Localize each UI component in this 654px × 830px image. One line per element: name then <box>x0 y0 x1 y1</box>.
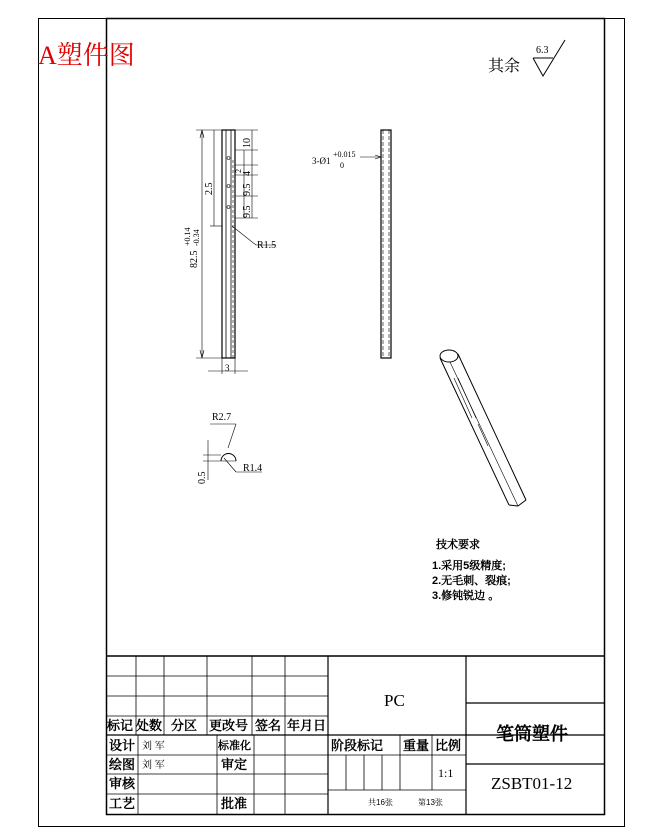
label-huitu: 绘图 <box>109 757 136 772</box>
roughness-symbol <box>488 40 565 76</box>
material: PC <box>384 691 405 710</box>
hole-label: 3-Ø1 <box>312 156 331 166</box>
dim-10: 10 <box>242 138 253 148</box>
drafter-name: 刘 军 <box>142 760 165 771</box>
dim-total-tol-upper: +0.14 <box>183 227 192 246</box>
tech-heading: 技术要求 <box>436 539 480 551</box>
isometric-view <box>440 350 526 506</box>
dim-total: 82.5 <box>189 250 200 268</box>
label-chushu: 处数 <box>136 718 163 733</box>
front-view <box>196 130 276 374</box>
dim-width-3: 3 <box>225 363 230 373</box>
roughness-value: 6.3 <box>536 45 549 56</box>
label-shending: 审定 <box>221 757 248 772</box>
tech-item-2: 2.无毛刺、裂痕; <box>432 575 511 587</box>
designer-name: 刘 军 <box>142 741 165 752</box>
tech-item-1: 1.采用5级精度; <box>432 560 506 572</box>
roughness-label: 其余 <box>488 58 521 75</box>
dim-total-tol-lower: -0.34 <box>192 229 201 246</box>
sheet-title: A塑件图 <box>38 41 135 70</box>
label-zhongliang: 重量 <box>403 738 430 753</box>
drawing-number: ZSBT01-12 <box>491 774 573 793</box>
label-fenqu: 分区 <box>171 718 198 733</box>
label-gongyi: 工艺 <box>109 796 136 811</box>
label-qianming: 签名 <box>255 718 282 733</box>
sheets-total: 共16张 <box>368 798 393 807</box>
dim-2: 2 <box>234 169 243 173</box>
dim-4: 4 <box>242 171 253 176</box>
dim-9-5-a: 9.5 <box>242 183 253 196</box>
radius-r1-5: R1.5 <box>257 240 277 251</box>
label-bili: 比例 <box>435 738 462 753</box>
label-shenhe: 审核 <box>109 776 136 791</box>
hole-tol-lower: 0 <box>340 161 344 170</box>
inner-frame <box>107 19 605 815</box>
radius-r1-4: R1.4 <box>243 463 263 474</box>
side-view <box>360 130 391 358</box>
hole-tol-upper: +0.015 <box>333 150 356 159</box>
sheet-number: 第13张 <box>418 798 443 807</box>
label-jieduan-biaoji: 阶段标记 <box>331 738 384 753</box>
label-gengaihao: 更改号 <box>209 718 249 733</box>
dim-9-5-b: 9.5 <box>242 205 253 218</box>
outer-border <box>39 19 625 827</box>
label-sheji: 设计 <box>109 738 136 753</box>
scale-value: 1:1 <box>438 766 454 780</box>
label-biaoji: 标记 <box>107 718 134 733</box>
part-name: 笔筒塑件 <box>496 724 568 744</box>
label-biaozhunhua: 标准化 <box>218 740 251 752</box>
tech-item-3: 3.修钝锐边 。 <box>432 590 500 602</box>
dim-2-5: 2.5 <box>204 182 215 195</box>
label-nianyueri: 年月日 <box>287 718 327 733</box>
label-pizhun: 批准 <box>221 796 248 811</box>
tech-requirements <box>432 537 511 602</box>
dim-0-5: 0.5 <box>197 471 208 484</box>
radius-r2-7: R2.7 <box>212 412 232 423</box>
